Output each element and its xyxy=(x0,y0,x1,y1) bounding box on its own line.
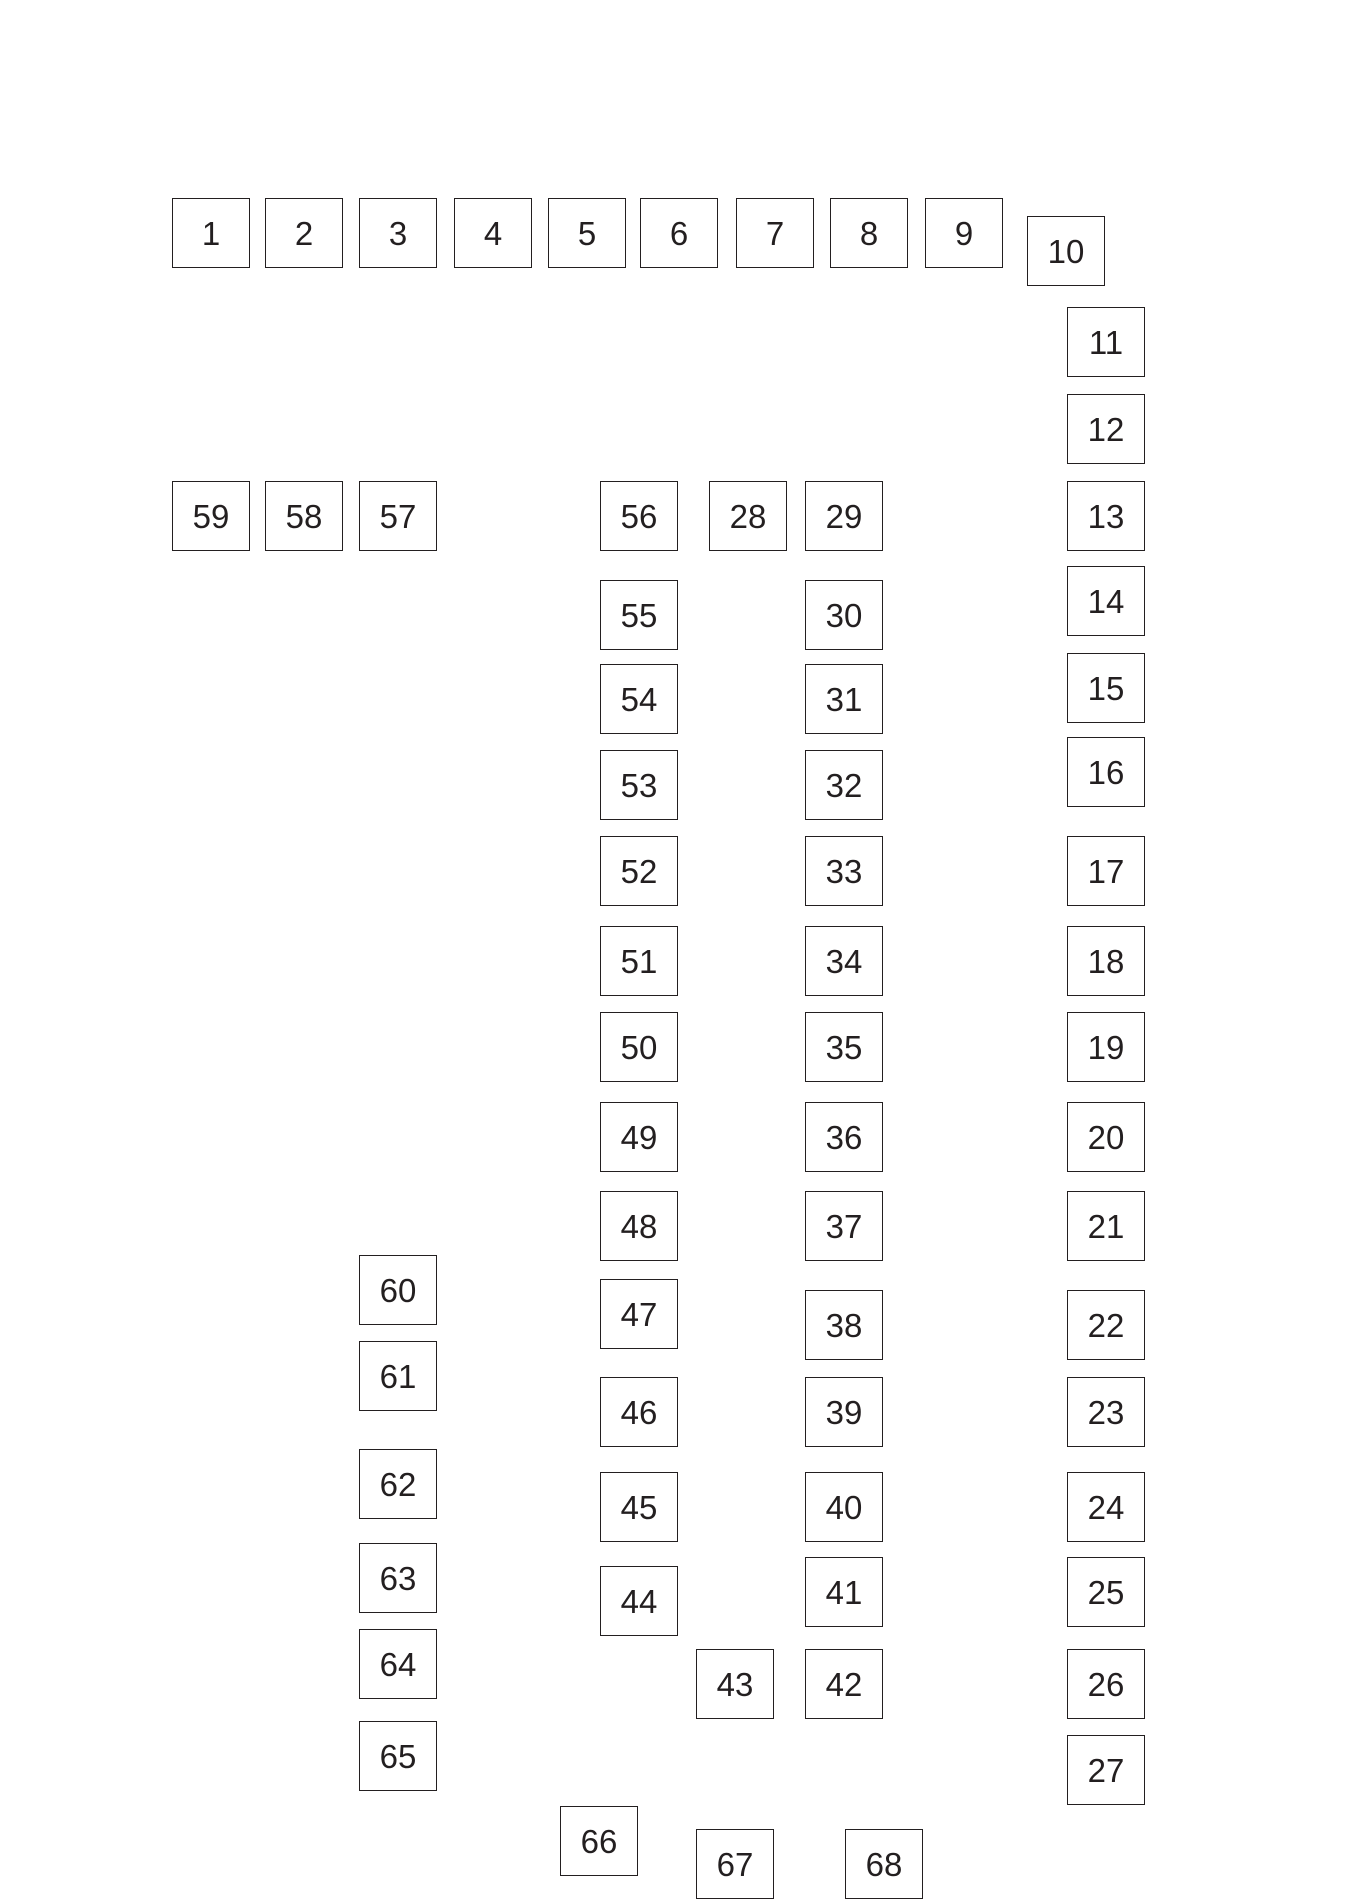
numbered-box-49: 49 xyxy=(600,1102,678,1172)
numbered-box-65: 65 xyxy=(359,1721,437,1791)
numbered-box-15: 15 xyxy=(1067,653,1145,723)
numbered-box-24: 24 xyxy=(1067,1472,1145,1542)
numbered-box-29: 29 xyxy=(805,481,883,551)
numbered-box-1: 1 xyxy=(172,198,250,268)
numbered-box-17: 17 xyxy=(1067,836,1145,906)
numbered-box-51: 51 xyxy=(600,926,678,996)
numbered-box-35: 35 xyxy=(805,1012,883,1082)
numbered-box-23: 23 xyxy=(1067,1377,1145,1447)
numbered-box-39: 39 xyxy=(805,1377,883,1447)
numbered-box-41: 41 xyxy=(805,1557,883,1627)
numbered-box-19: 19 xyxy=(1067,1012,1145,1082)
numbered-box-44: 44 xyxy=(600,1566,678,1636)
numbered-box-59: 59 xyxy=(172,481,250,551)
numbered-box-7: 7 xyxy=(736,198,814,268)
numbered-box-58: 58 xyxy=(265,481,343,551)
numbered-box-27: 27 xyxy=(1067,1735,1145,1805)
numbered-box-60: 60 xyxy=(359,1255,437,1325)
numbered-box-68: 68 xyxy=(845,1829,923,1899)
numbered-box-52: 52 xyxy=(600,836,678,906)
numbered-box-67: 67 xyxy=(696,1829,774,1899)
numbered-box-61: 61 xyxy=(359,1341,437,1411)
numbered-box-54: 54 xyxy=(600,664,678,734)
numbered-box-9: 9 xyxy=(925,198,1003,268)
numbered-box-25: 25 xyxy=(1067,1557,1145,1627)
numbered-box-64: 64 xyxy=(359,1629,437,1699)
numbered-box-34: 34 xyxy=(805,926,883,996)
numbered-box-50: 50 xyxy=(600,1012,678,1082)
numbered-box-36: 36 xyxy=(805,1102,883,1172)
numbered-box-26: 26 xyxy=(1067,1649,1145,1719)
numbered-box-32: 32 xyxy=(805,750,883,820)
numbered-box-28: 28 xyxy=(709,481,787,551)
numbered-box-14: 14 xyxy=(1067,566,1145,636)
numbered-box-10: 10 xyxy=(1027,216,1105,286)
numbered-box-4: 4 xyxy=(454,198,532,268)
numbered-box-5: 5 xyxy=(548,198,626,268)
numbered-box-2: 2 xyxy=(265,198,343,268)
numbered-box-8: 8 xyxy=(830,198,908,268)
numbered-box-33: 33 xyxy=(805,836,883,906)
numbered-box-12: 12 xyxy=(1067,394,1145,464)
numbered-box-47: 47 xyxy=(600,1279,678,1349)
numbered-box-66: 66 xyxy=(560,1806,638,1876)
numbered-box-11: 11 xyxy=(1067,307,1145,377)
numbered-box-30: 30 xyxy=(805,580,883,650)
numbered-box-45: 45 xyxy=(600,1472,678,1542)
numbered-box-38: 38 xyxy=(805,1290,883,1360)
numbered-box-55: 55 xyxy=(600,580,678,650)
numbered-box-21: 21 xyxy=(1067,1191,1145,1261)
numbered-box-13: 13 xyxy=(1067,481,1145,551)
numbered-box-42: 42 xyxy=(805,1649,883,1719)
numbered-box-3: 3 xyxy=(359,198,437,268)
numbered-box-16: 16 xyxy=(1067,737,1145,807)
numbered-box-43: 43 xyxy=(696,1649,774,1719)
numbered-box-63: 63 xyxy=(359,1543,437,1613)
numbered-box-57: 57 xyxy=(359,481,437,551)
numbered-box-37: 37 xyxy=(805,1191,883,1261)
numbered-box-6: 6 xyxy=(640,198,718,268)
numbered-box-62: 62 xyxy=(359,1449,437,1519)
numbered-box-18: 18 xyxy=(1067,926,1145,996)
numbered-box-40: 40 xyxy=(805,1472,883,1542)
numbered-box-22: 22 xyxy=(1067,1290,1145,1360)
numbered-box-31: 31 xyxy=(805,664,883,734)
numbered-box-53: 53 xyxy=(600,750,678,820)
numbered-box-48: 48 xyxy=(600,1191,678,1261)
numbered-box-56: 56 xyxy=(600,481,678,551)
numbered-box-20: 20 xyxy=(1067,1102,1145,1172)
numbered-box-46: 46 xyxy=(600,1377,678,1447)
